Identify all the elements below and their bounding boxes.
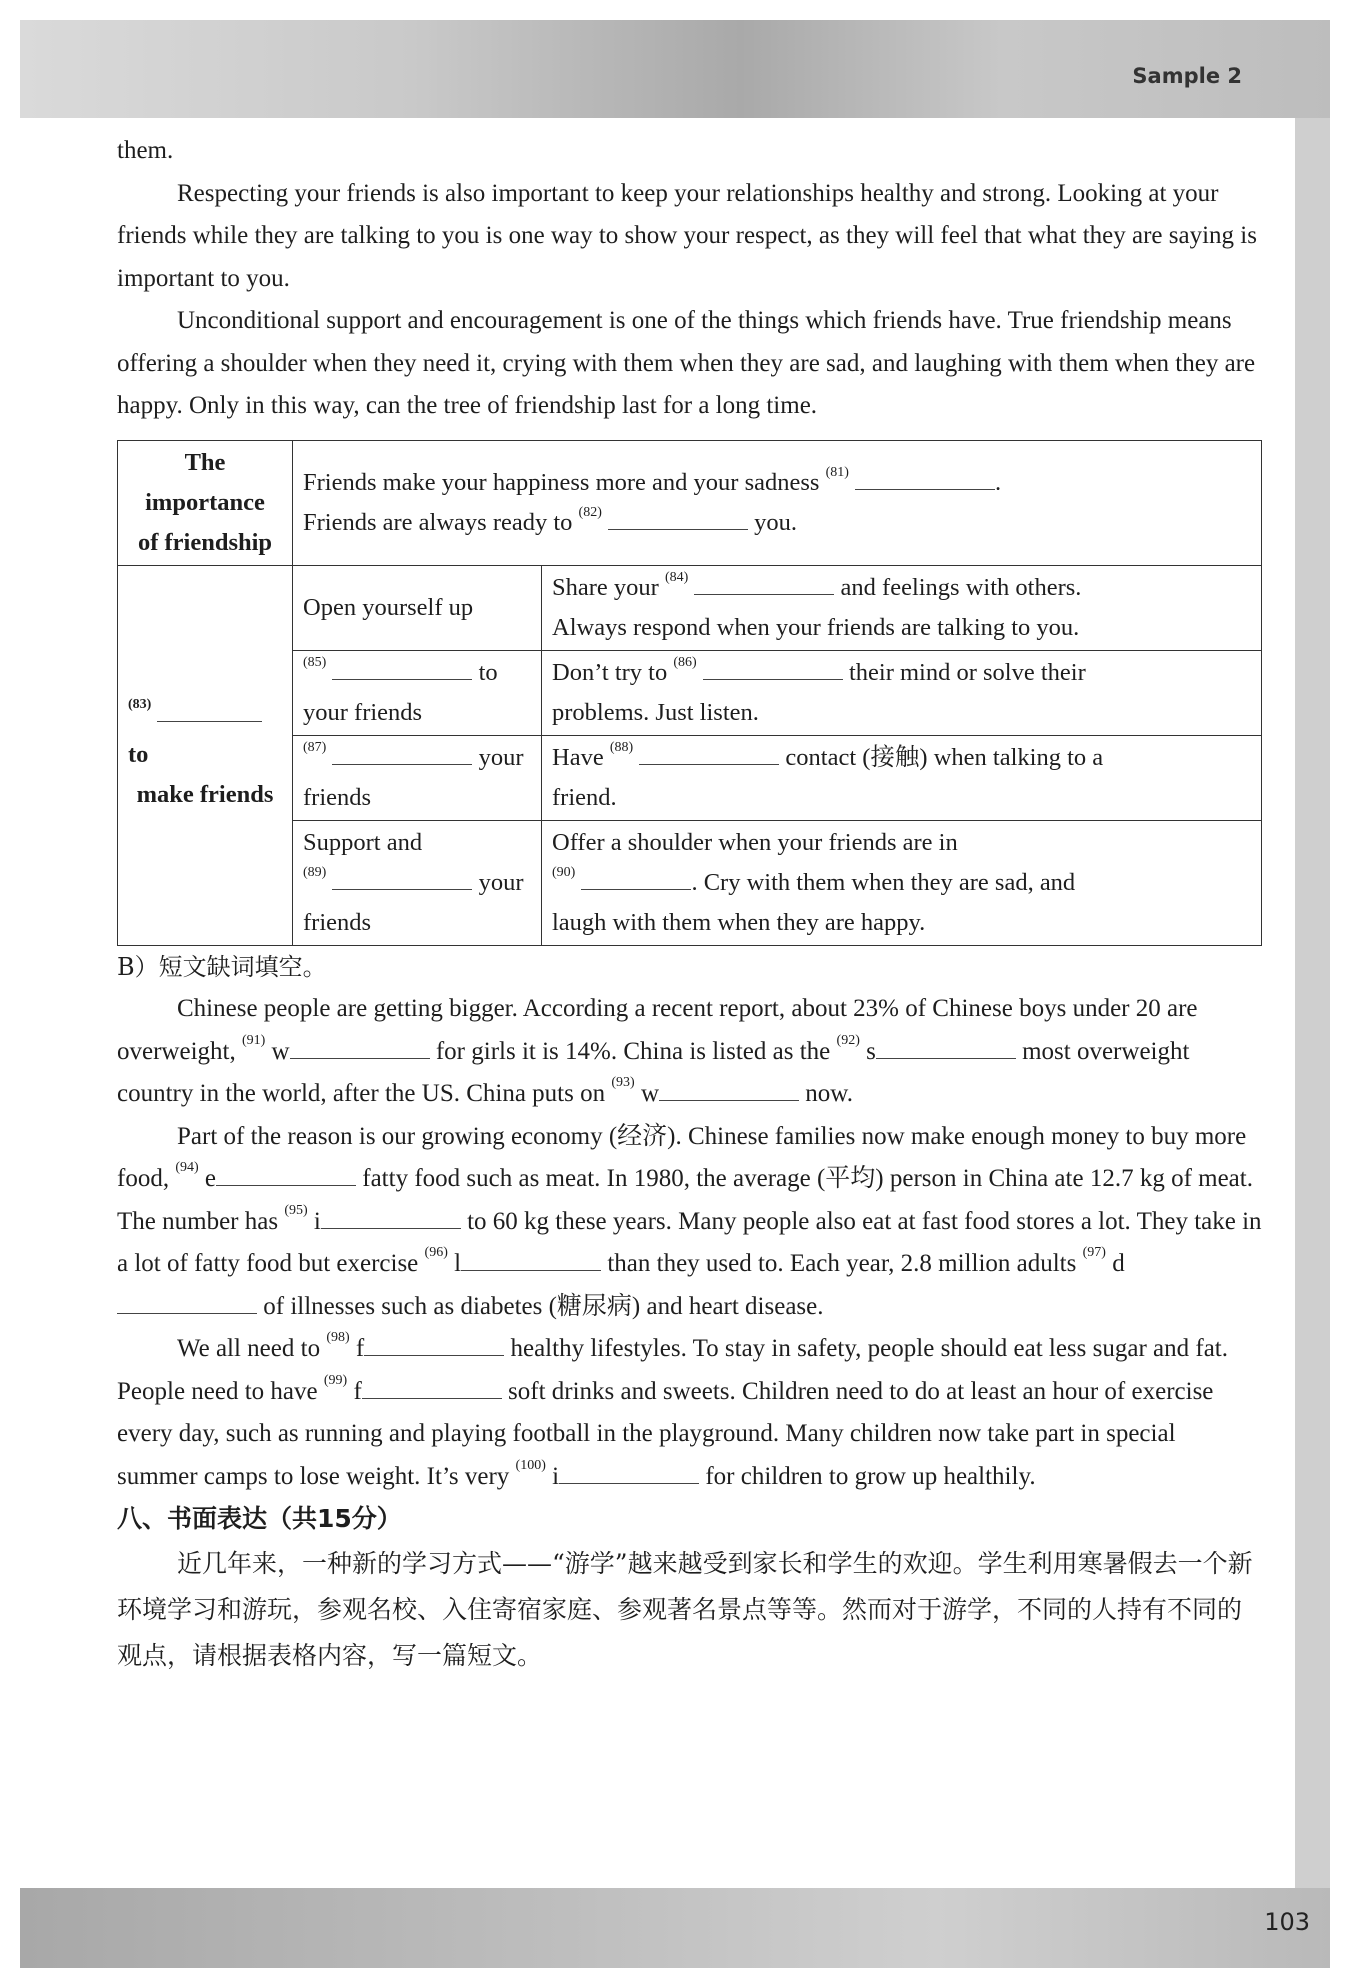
cell-text: . Cry with them when they are sad, and bbox=[691, 868, 1076, 896]
table-cell bbox=[293, 820, 542, 945]
cell-text: Always respond when your friends are talking to you. bbox=[552, 613, 1080, 641]
answer-blank-94[interactable] bbox=[216, 1159, 356, 1186]
blank-letter: i bbox=[552, 1462, 560, 1490]
cell-text: problems. Just listen. bbox=[552, 698, 759, 726]
answer-blank-81[interactable] bbox=[855, 463, 995, 490]
blank-letter: e bbox=[204, 1165, 217, 1192]
para-text: for girls it is 14%. China is listed as the bbox=[435, 1037, 831, 1065]
answer-blank-96[interactable] bbox=[461, 1244, 601, 1271]
para-text: now. bbox=[805, 1080, 853, 1107]
blank-number: (98) bbox=[326, 1330, 350, 1345]
cell-text: . bbox=[995, 468, 1002, 496]
blank-number: (86) bbox=[673, 654, 697, 670]
cell-text: Friends are always ready to bbox=[303, 508, 573, 536]
blank-letter: w bbox=[640, 1080, 660, 1107]
blank-number: (81) bbox=[825, 464, 849, 480]
cell-text: and feelings with others. bbox=[840, 573, 1082, 601]
answer-blank-99[interactable] bbox=[362, 1372, 502, 1399]
table-heading-cell bbox=[118, 440, 293, 565]
friendship-table bbox=[117, 440, 1262, 946]
answer-blank-86[interactable] bbox=[703, 653, 843, 680]
blank-number: (95) bbox=[284, 1202, 308, 1218]
cell-text: friends bbox=[303, 908, 372, 936]
cell-text: their mind or solve their bbox=[848, 658, 1086, 686]
blank-number: (85) bbox=[303, 654, 327, 670]
blank-number: (94) bbox=[175, 1160, 199, 1175]
section-8-heading: 八、书面表达（共15分） bbox=[117, 1504, 402, 1533]
table-row bbox=[118, 565, 1262, 650]
cell-text: Don’t try to bbox=[552, 658, 668, 686]
table-cell bbox=[293, 440, 1262, 565]
answer-blank-95[interactable] bbox=[321, 1202, 461, 1229]
blank-letter: s bbox=[866, 1037, 876, 1065]
table-cell bbox=[542, 735, 1262, 820]
blank-number: (99) bbox=[323, 1372, 348, 1388]
footer-band bbox=[20, 1888, 1330, 1968]
blank-number: (91) bbox=[241, 1032, 266, 1048]
para-text: of illnesses such as diabetes (糖尿病) and heart disease. bbox=[263, 1292, 824, 1320]
cell-text: to bbox=[128, 741, 149, 768]
section-b-paragraph bbox=[117, 1116, 1262, 1329]
cell-text: Share your bbox=[552, 573, 659, 601]
passage-paragraph: Respecting your friends is also important to keep your relationships healthy and strong. Looking at your friends while they are talking to you is one way to show your respect, as they will feel that what they are saying is important to you. bbox=[117, 179, 1257, 292]
para-text: Chinese people are getting bigger. According a recent report, about 23% of Chinese boys under 20 are overweight, bbox=[117, 995, 1198, 1065]
table-cell bbox=[293, 735, 542, 820]
table-heading-line: The importance bbox=[145, 448, 265, 516]
blank-letter: f bbox=[355, 1335, 365, 1362]
section-b-paragraph bbox=[117, 1328, 1262, 1498]
cell-text: your bbox=[478, 868, 524, 896]
blank-number: (87) bbox=[303, 739, 327, 755]
para-text: most overweight country in the world, after the US. China puts on bbox=[117, 1037, 1190, 1107]
blank-number: (96) bbox=[424, 1245, 448, 1260]
blank-letter: w bbox=[271, 1037, 290, 1065]
answer-blank-98[interactable] bbox=[364, 1329, 504, 1356]
blank-letter: f bbox=[353, 1377, 362, 1405]
cell-text: your friends bbox=[303, 698, 423, 726]
table-heading-cell bbox=[118, 565, 293, 945]
answer-blank-87[interactable] bbox=[332, 738, 472, 765]
answer-blank-88[interactable] bbox=[639, 738, 779, 765]
para-text: Part of the reason is our growing economy (经济). Chinese families now make enough money to buy more food, bbox=[117, 1122, 1247, 1192]
cell-text: Have bbox=[552, 743, 604, 771]
cell-text: your bbox=[478, 743, 524, 771]
cell-text: friends bbox=[303, 783, 372, 811]
blank-number: (88) bbox=[609, 739, 634, 755]
section-8-paragraph: 近几年来，一种新的学习方式——“游学”越来越受到家长和学生的欢迎。学生利用寒暑假去一个新环境学习和游玩，参观名校、入住寄宿家庭、参观著名景点等等。然而对于游学，不同的人持有不同的观点，请根据表格内容，写一篇短文。 bbox=[117, 1548, 1253, 1670]
blank-number: (89) bbox=[303, 864, 327, 880]
blank-number: (90) bbox=[552, 864, 576, 880]
cell-text: you. bbox=[754, 508, 797, 536]
table-cell bbox=[542, 650, 1262, 735]
table-cell bbox=[293, 650, 542, 735]
answer-blank-100[interactable] bbox=[559, 1457, 699, 1484]
cell-text: make friends bbox=[136, 781, 274, 808]
answer-blank-85[interactable] bbox=[332, 653, 472, 680]
table-row bbox=[118, 440, 1262, 565]
page-edge-shadow bbox=[1295, 118, 1330, 1888]
para-text: for children to grow up healthily. bbox=[705, 1462, 1036, 1490]
blank-number: (93) bbox=[611, 1075, 635, 1090]
blank-number: (84) bbox=[664, 569, 689, 585]
para-text: We all need to bbox=[177, 1335, 321, 1362]
blank-number: (92) bbox=[836, 1032, 860, 1048]
answer-blank-82[interactable] bbox=[608, 503, 748, 530]
answer-blank-83[interactable] bbox=[157, 695, 262, 722]
blank-letter: d bbox=[1112, 1250, 1125, 1277]
blank-number: (83) bbox=[128, 697, 152, 712]
answer-blank-89[interactable] bbox=[332, 863, 472, 890]
para-text: than they used to. Each year, 2.8 million adults bbox=[607, 1250, 1077, 1277]
blank-number: (100) bbox=[515, 1457, 546, 1473]
cell-text: Offer a shoulder when your friends are in bbox=[552, 828, 958, 856]
answer-blank-93[interactable] bbox=[659, 1074, 799, 1101]
sample-label: Sample 2 bbox=[1132, 64, 1242, 88]
blank-letter: l bbox=[454, 1250, 462, 1277]
table-heading-line: of friendship bbox=[137, 528, 273, 556]
cell-text: laugh with them when they are happy. bbox=[552, 908, 926, 936]
para-text: fatty food such as meat. In 1980, the average (平均) person in China ate 12.7 kg of meat. The number has bbox=[117, 1165, 1253, 1235]
blank-number: (82) bbox=[578, 504, 602, 520]
answer-blank-90[interactable] bbox=[581, 863, 691, 890]
answer-blank-84[interactable] bbox=[694, 568, 834, 595]
table-cell bbox=[542, 565, 1262, 650]
section-b-paragraph bbox=[117, 988, 1262, 1116]
cell-text: friend. bbox=[552, 783, 617, 811]
passage-paragraph: Unconditional support and encouragement is one of the things which friends have. True friendship means offering a shoulder when they need it, crying with them when they are sad, and laughing with them when they are happy. Only in this way, can the tree of friendship last for a long time. bbox=[117, 307, 1256, 419]
cell-text: Support and bbox=[303, 828, 423, 856]
page-content bbox=[117, 130, 1262, 1679]
table-cell bbox=[542, 820, 1262, 945]
blank-number: (97) bbox=[1082, 1245, 1106, 1260]
cell-text: contact (接触) when talking to a bbox=[785, 743, 1104, 771]
section-b-heading: B）短文缺词填空。 bbox=[117, 952, 327, 981]
para-text: healthy lifestyles. To stay in safety, people should eat less sugar and fat. People need to have bbox=[117, 1335, 1229, 1405]
cell-text: to bbox=[478, 658, 498, 686]
page-number: 103 bbox=[1264, 1908, 1310, 1936]
para-text: soft drinks and sweets. Children need to do at least an hour of exercise every day, such as running and playing football in the playground. Many children now take part in special summer camps to lose weight. It’s very bbox=[117, 1377, 1214, 1490]
answer-blank-97[interactable] bbox=[117, 1287, 257, 1314]
table-cell: Open yourself up bbox=[293, 565, 542, 650]
para-text: to 60 kg these years. Many people also eat at fast food stores a lot. They take in a lot of fatty food but exercise bbox=[117, 1207, 1262, 1277]
answer-blank-91[interactable] bbox=[290, 1032, 430, 1059]
passage-line: them. bbox=[117, 137, 174, 164]
cell-text: Friends make your happiness more and your sadness bbox=[303, 468, 820, 496]
answer-blank-92[interactable] bbox=[876, 1032, 1016, 1059]
blank-letter: i bbox=[313, 1207, 321, 1235]
